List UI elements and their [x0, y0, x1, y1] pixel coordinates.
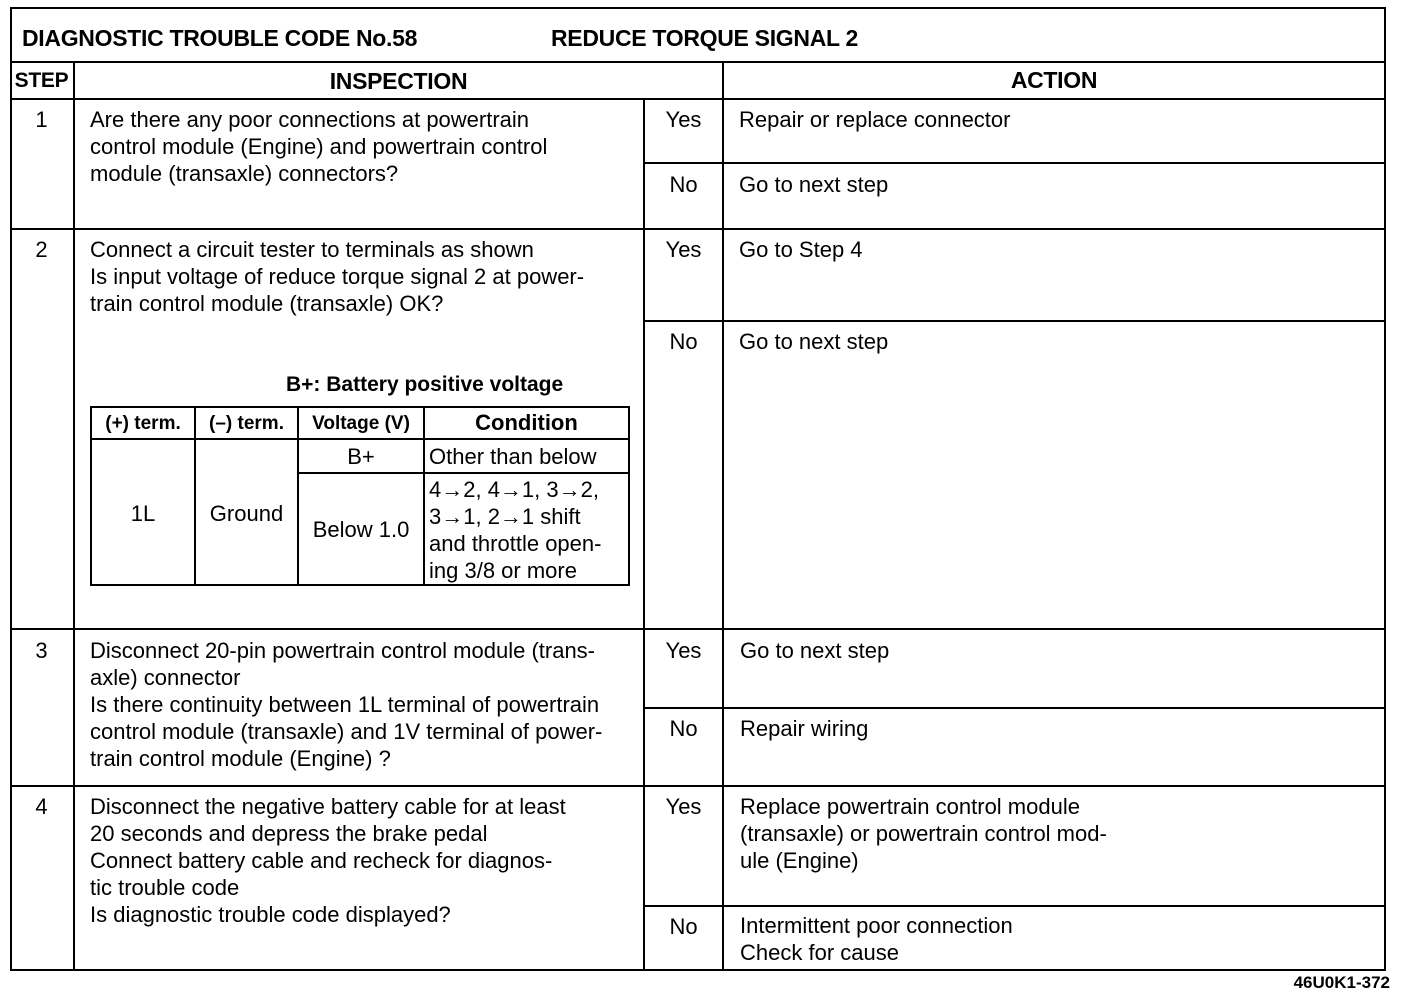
subtable-hrule [297, 472, 628, 474]
inspection-line: Is there continuity between 1L terminal of powertrain [90, 692, 600, 717]
figure-code: 46U0K1-372 [1293, 973, 1390, 992]
condition-text: ing 3/8 or more [429, 558, 577, 583]
inspection-line: Is input voltage of reduce torque signal 2 at power- [90, 264, 585, 289]
inspection-line: control module (transaxle) and 1V terminal of power- [90, 719, 603, 744]
col-step: STEP [14, 69, 69, 92]
step-number: 1 [35, 107, 48, 132]
yes-action: Replace powertrain control module [740, 794, 1080, 819]
inspection-line: Disconnect the negative battery cable for at least [90, 794, 566, 819]
no-label: No [669, 716, 698, 741]
inspection-line: tic trouble code [90, 875, 240, 900]
no-action: Intermittent poor connection [740, 913, 1013, 938]
inspection-line: train control module (Engine) ? [90, 746, 391, 771]
no-action: Go to next step [739, 172, 889, 197]
inspection-line: Are there any poor connections at powertrain [90, 107, 530, 132]
plus-terminal: 1L [130, 501, 156, 526]
step-number: 3 [35, 638, 48, 663]
condition-text: 3→1, 2→1 shift [429, 504, 581, 529]
rule-below-columns [10, 98, 1386, 100]
rule-step1-split [645, 162, 1386, 164]
no-label: No [669, 329, 698, 354]
rule-below-title [10, 61, 1386, 63]
rule-step3-end [10, 785, 1386, 787]
rule-step-column [73, 61, 75, 971]
subtable-header: (–) term. [209, 413, 284, 434]
condition-text: 4→2, 4→1, 3→2, [429, 477, 599, 502]
no-label: No [669, 172, 698, 197]
subtable-hrule [92, 438, 628, 440]
condition-text: and throttle open- [429, 531, 602, 556]
condition-text: Other than below [429, 444, 597, 469]
terminal-voltage-table [90, 406, 630, 586]
no-action: Check for cause [740, 940, 899, 965]
rule-step3-split [645, 707, 1386, 709]
subtable-header: Condition [475, 410, 578, 435]
inspection-line: Is diagnostic trouble code displayed? [90, 902, 451, 927]
rule-step1-end [10, 228, 1386, 230]
inspection-line: module (transaxle) connectors? [90, 161, 399, 186]
minus-terminal: Ground [209, 501, 284, 526]
yes-label: Yes [665, 237, 702, 262]
yes-action: (transaxle) or powertrain control mod- [740, 821, 1107, 846]
no-label: No [669, 914, 698, 939]
inspection-line: control module (Engine) and powertrain control [90, 134, 548, 159]
voltage-value: B+ [347, 444, 375, 469]
inspection-line: Connect battery cable and recheck for diagnos- [90, 848, 553, 873]
step-number: 2 [35, 237, 48, 262]
step-number: 4 [35, 794, 48, 819]
no-action: Go to next step [739, 329, 889, 354]
yes-label: Yes [665, 638, 702, 663]
inspection-line: Disconnect 20-pin powertrain control module (trans- [90, 638, 596, 663]
inspection-line: Connect a circuit tester to terminals as shown [90, 237, 534, 262]
yes-label: Yes [665, 107, 702, 132]
col-inspection: INSPECTION [329, 68, 468, 94]
yes-action: Go to next step [740, 638, 890, 663]
inspection-line: 20 seconds and depress the brake pedal [90, 821, 488, 846]
yes-action: Repair or replace connector [739, 107, 1011, 132]
voltage-value: Below 1.0 [312, 517, 410, 542]
rule-step2-end [10, 628, 1386, 630]
battery-voltage-note: B+: Battery positive voltage [286, 373, 564, 396]
rule-yesno-column [643, 98, 645, 971]
subtable-header: Voltage (V) [312, 413, 410, 434]
inspection-line: axle) connector [90, 665, 241, 690]
subtable-header: (+) term. [105, 413, 181, 434]
dtc-title: REDUCE TORQUE SIGNAL 2 [551, 25, 858, 51]
yes-action: ule (Engine) [740, 848, 859, 873]
col-action: ACTION [1010, 67, 1098, 93]
rule-action-column [722, 61, 724, 971]
inspection-line: train control module (transaxle) OK? [90, 291, 444, 316]
rule-step2-split [645, 320, 1386, 322]
yes-label: Yes [665, 794, 702, 819]
rule-step4-split [645, 905, 1386, 907]
dtc-code: DIAGNOSTIC TROUBLE CODE No.58 [22, 25, 418, 51]
no-action: Repair wiring [740, 716, 869, 741]
yes-action: Go to Step 4 [739, 237, 863, 262]
